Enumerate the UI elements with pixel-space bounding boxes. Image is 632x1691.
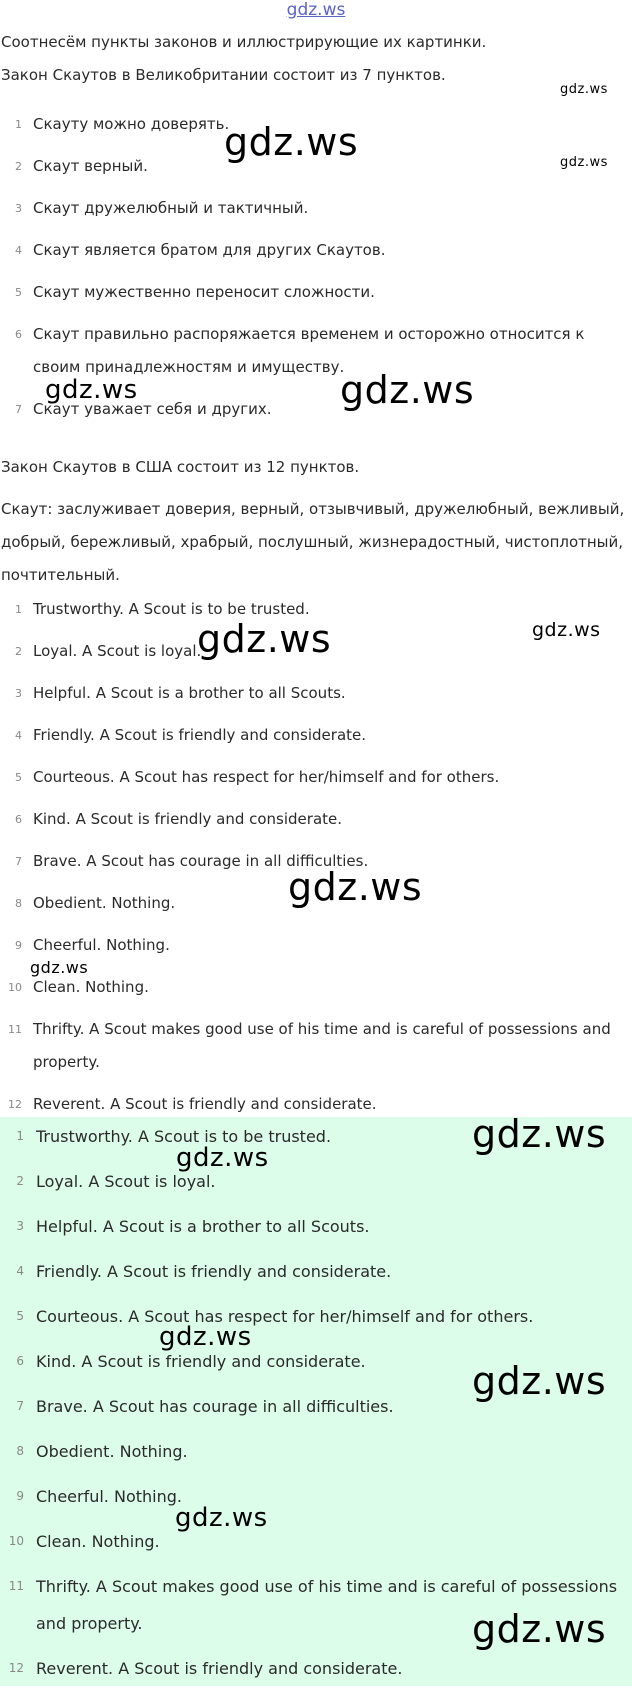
item-text: Reverent. A Scout is friendly and considerate.: [36, 1659, 403, 1678]
watermark: gdz.ws: [472, 1359, 607, 1403]
list-item: [0, 1646, 632, 1691]
item-number: 3: [15, 687, 22, 700]
item-number: 1: [15, 603, 22, 616]
item-text: Clean. Nothing.: [33, 978, 149, 996]
watermark: gdz.ws: [197, 617, 332, 661]
watermark: gdz.ws: [45, 375, 138, 405]
item-text: Скаут правильно распоряжается временем и осторожно относится к своим принадлежностям и имуществу.: [33, 325, 585, 376]
list-item: [0, 1474, 632, 1519]
item-text: Trustworthy. A Scout is to be trusted.: [36, 1127, 332, 1146]
list-item: [0, 276, 632, 309]
site-logo-link[interactable]: gdz.ws: [286, 0, 346, 20]
item-number: 7: [15, 855, 22, 868]
item-text: Friendly. A Scout is friendly and considerate.: [36, 1262, 392, 1281]
list-item: [0, 803, 632, 836]
item-number: 10: [8, 1534, 24, 1548]
item-number: 12: [8, 1661, 24, 1675]
list-item: [0, 234, 632, 267]
item-number: 11: [8, 1023, 22, 1036]
item-text: Obedient. Nothing.: [36, 1442, 188, 1461]
list-item: [0, 1519, 632, 1564]
list-item: [0, 1013, 628, 1079]
watermark: gdz.ws: [288, 865, 423, 909]
watermark: gdz.ws: [340, 368, 475, 412]
item-text: Loyal. A Scout is loyal.: [33, 642, 202, 660]
item-text: Brave. A Scout has courage in all difficulties.: [36, 1397, 394, 1416]
list-item: [0, 1429, 632, 1474]
watermark: gdz.ws: [224, 120, 359, 164]
watermark: gdz.ws: [532, 619, 601, 641]
item-text: Brave. A Scout has courage in all difficulties.: [33, 852, 369, 870]
item-text: Скаут дружелюбный и тактичный.: [33, 199, 309, 217]
usa-law-list: [0, 593, 632, 1121]
watermark: gdz.ws: [159, 1322, 252, 1352]
list-item: [0, 1249, 632, 1294]
item-text: Kind. A Scout is friendly and considerate.: [36, 1352, 366, 1371]
item-number: 5: [15, 771, 22, 784]
item-number: 8: [16, 1444, 24, 1458]
item-text: Скаут мужественно переносит сложности.: [33, 283, 375, 301]
item-number: 1: [15, 118, 22, 131]
list-item: [0, 1294, 632, 1339]
item-number: 6: [15, 328, 22, 341]
item-number: 6: [15, 813, 22, 826]
item-text: Thrifty. A Scout makes good use of his time and is careful of possessions and property.: [36, 1577, 618, 1633]
usa-summary: Скаут: заслуживает доверия, верный, отзывчивый, дружелюбный, вежливый, добрый, бережливый, храбрый, послушный, жизнерадостный, чистоплотный, почтительный.: [1, 500, 625, 584]
item-text: Loyal. A Scout is loyal.: [36, 1172, 216, 1191]
item-text: Cheerful. Nothing.: [36, 1487, 182, 1506]
intro-line-1: Соотнесём пункты законов и иллюстрирующие их картинки.: [1, 33, 487, 51]
watermark: gdz.ws: [176, 1143, 269, 1173]
watermark: gdz.ws: [30, 958, 89, 977]
item-text: Obedient. Nothing.: [33, 894, 176, 912]
item-number: 12: [8, 1098, 22, 1111]
item-text: Скаут уважает себя и других.: [33, 400, 272, 418]
item-text: Скаут является братом для других Скаутов.: [33, 241, 386, 259]
list-item: [0, 929, 632, 962]
item-text: Скауту можно доверять.: [33, 115, 230, 133]
item-number: 8: [15, 897, 22, 910]
item-text: Helpful. A Scout is a brother to all Scouts.: [33, 684, 346, 702]
item-text: Courteous. A Scout has respect for her/himself and for others.: [36, 1307, 534, 1326]
item-number: 4: [15, 244, 22, 257]
item-number: 2: [15, 160, 22, 173]
item-text: Courteous. A Scout has respect for her/himself and for others.: [33, 768, 500, 786]
item-number: 3: [15, 202, 22, 215]
list-item: [0, 1159, 632, 1204]
item-number: 11: [8, 1579, 24, 1593]
item-number: 9: [15, 939, 22, 952]
list-item: [0, 677, 632, 710]
item-text: Thrifty. A Scout makes good use of his time and is careful of possessions and property.: [33, 1020, 611, 1071]
item-number: 4: [15, 729, 22, 742]
item-text: Helpful. A Scout is a brother to all Scouts.: [36, 1217, 370, 1236]
item-number: 5: [16, 1309, 24, 1323]
item-number: 5: [15, 286, 22, 299]
item-text: Cheerful. Nothing.: [33, 936, 170, 954]
list-item: [0, 719, 632, 752]
item-number: 10: [8, 981, 22, 994]
item-text: Trustworthy. A Scout is to be trusted.: [33, 600, 310, 618]
item-text: Kind. A Scout is friendly and considerate.: [33, 810, 343, 828]
item-text: Скаут верный.: [33, 157, 148, 175]
item-text: Friendly. A Scout is friendly and considerate.: [33, 726, 367, 744]
item-number: 7: [15, 403, 22, 416]
list-item: [0, 1204, 632, 1249]
item-text: Reverent. A Scout is friendly and considerate.: [33, 1095, 377, 1113]
watermark: gdz.ws: [472, 1607, 607, 1651]
item-number: 2: [16, 1174, 24, 1188]
usa-intro: Закон Скаутов в США состоит из 12 пунктов.: [1, 458, 360, 476]
item-text: Clean. Nothing.: [36, 1532, 160, 1551]
watermark: gdz.ws: [560, 155, 608, 170]
watermark: gdz.ws: [560, 82, 608, 97]
item-number: 7: [16, 1399, 24, 1413]
item-number: 4: [16, 1264, 24, 1278]
item-number: 1: [16, 1129, 24, 1143]
list-item: [0, 971, 632, 1004]
item-number: 2: [15, 645, 22, 658]
item-number: 9: [16, 1489, 24, 1503]
item-number: 3: [16, 1219, 24, 1233]
watermark: gdz.ws: [175, 1503, 268, 1533]
list-item: [0, 761, 632, 794]
intro-line-2: Закон Скаутов в Великобритании состоит из 7 пунктов.: [1, 66, 446, 84]
watermark: gdz.ws: [472, 1112, 607, 1156]
list-item: [0, 192, 632, 225]
item-number: 6: [16, 1354, 24, 1368]
